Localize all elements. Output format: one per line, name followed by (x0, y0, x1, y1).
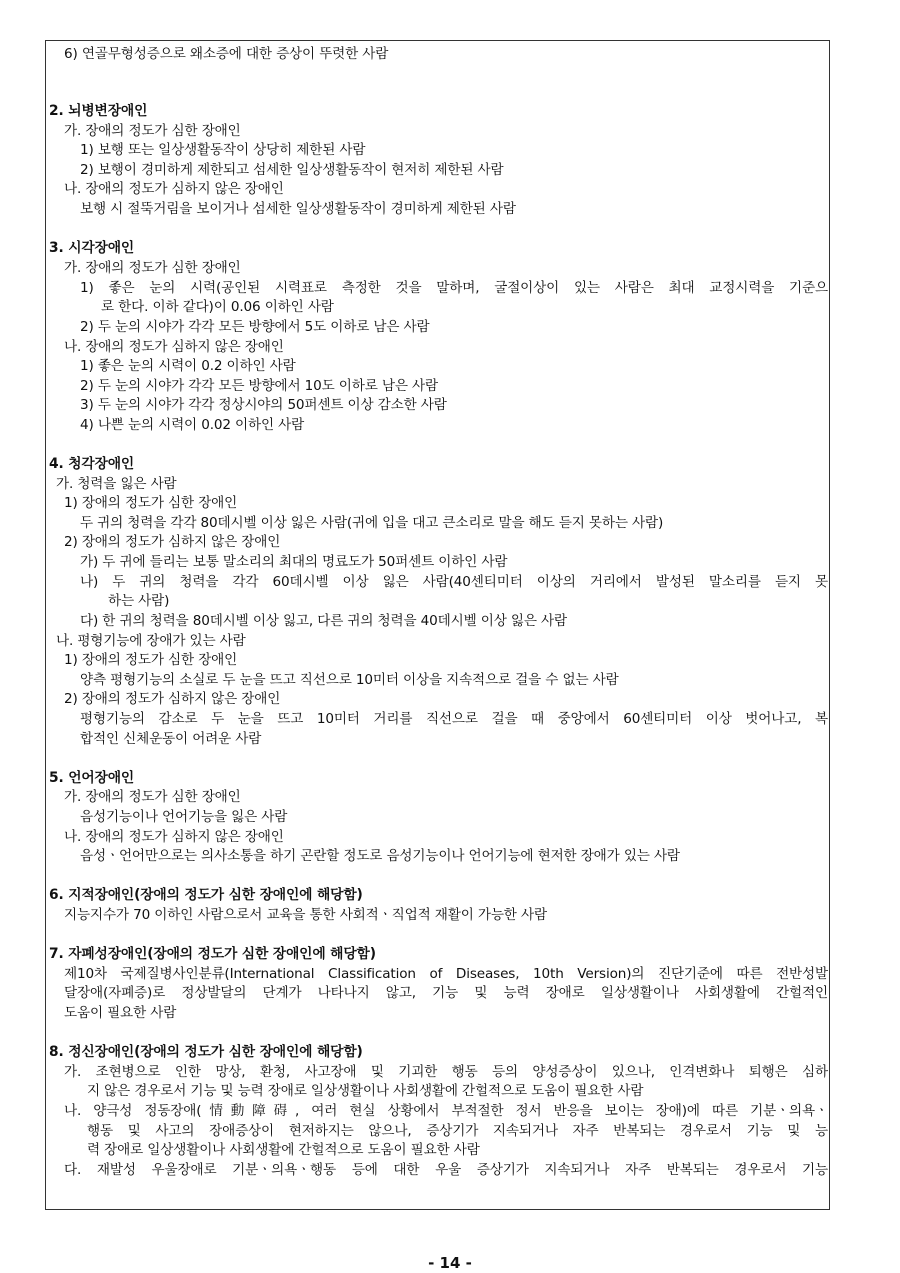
text-line: 2) 두 눈의 시야가 각각 모든 방향에서 5도 이하로 남은 사람 (80, 319, 430, 335)
text-line: 가. 장애의 정도가 심한 장애인 (64, 789, 241, 805)
text-line: 가) 두 귀에 들리는 보통 말소리의 최대의 명료도가 50퍼센트 이하인 사람 (80, 554, 508, 570)
text-line: 두 귀의 청력을 각각 80데시벨 이상 잃은 사람(귀에 입을 대고 큰소리로 말을 해도 듣지 못하는 사람) (80, 515, 664, 531)
text-line: 2) 장애의 정도가 심하지 않은 장애인 (64, 691, 281, 707)
text-line: 나. 평형기능에 장애가 있는 사람 (56, 633, 246, 649)
document-frame (45, 40, 830, 1210)
text-line: 달장애(자폐증)로 정상발달의 단계가 나타나지 않고, 기능 및 능력 장애로 일상생활이나 사회생활에 간헐적인 (64, 985, 828, 1001)
text-line: 가. 청력을 잃은 사람 (56, 476, 177, 492)
section-heading: 4. 청각장애인 (49, 456, 135, 472)
text-line: 지 않은 경우로서 기능 및 능력 장애로 일상생활이나 사회생활에 간헐적으로 도움이 필요한 사람 (87, 1083, 644, 1099)
text-line: 합적인 신체운동이 어려운 사람 (80, 731, 262, 747)
section-heading: 5. 언어장애인 (49, 770, 135, 786)
text-line: 음성기능이나 언어기능을 잃은 사람 (80, 809, 288, 825)
text-line: 평형기능의 감소로 두 눈을 뜨고 10미터 거리를 직선으로 걸을 때 중앙에서 60센티미터 이상 벗어나고, 복 (80, 711, 828, 727)
text-line: 2) 보행이 경미하게 제한되고 섬세한 일상생활동작이 현저히 제한된 사람 (80, 162, 504, 178)
text-line: 가. 조현병으로 인한 망상, 환청, 사고장애 및 기괴한 행동 등의 양성증상이 있으나, 인격변화나 퇴행은 심하 (64, 1064, 828, 1080)
text-line: 나. 양극성 정동장애(情動障碍, 여러 현실 상황에서 부적절한 정서 반응을 보이는 장애)에 따른 기분ㆍ의욕ㆍ (64, 1103, 828, 1119)
text-line: 나. 장애의 정도가 심하지 않은 장애인 (64, 339, 284, 355)
section-heading: 2. 뇌병변장애인 (49, 103, 148, 119)
text-line: 보행 시 절뚝거림을 보이거나 섬세한 일상생활동작이 경미하게 제한된 사람 (80, 201, 516, 217)
text-line: 다) 한 귀의 청력을 80데시벨 이상 잃고, 다른 귀의 청력을 40데시벨 이상 잃은 사람 (80, 613, 567, 629)
text-line: 제10차 국제질병사인분류(International Classification of Diseases, 10th Version)의 진단기준에 따른 전반성발 (64, 966, 828, 982)
text-line: 6) 연골무형성증으로 왜소증에 대한 증상이 뚜렷한 사람 (64, 46, 389, 62)
text-line: 4) 나쁜 눈의 시력이 0.02 이하인 사람 (80, 417, 305, 433)
text-line: 가. 장애의 정도가 심한 장애인 (64, 260, 241, 276)
text-line: 1) 보행 또는 일상생활동작이 상당히 제한된 사람 (80, 142, 366, 158)
text-line: 지능지수가 70 이하인 사람으로서 교육을 통한 사회적ㆍ직업적 재활이 가능한 사람 (64, 907, 547, 923)
page-number: - 14 - (428, 1254, 472, 1272)
text-line: 다. 재발성 우울장애로 기분ㆍ의욕ㆍ행동 등에 대한 우울 증상기가 지속되거나 자주 반복되는 경우로서 기능 (64, 1162, 828, 1178)
text-line: 나. 장애의 정도가 심하지 않은 장애인 (64, 181, 284, 197)
text-line: 1) 좋은 눈의 시력이 0.2 이하인 사람 (80, 358, 296, 374)
text-line: 2) 장애의 정도가 심하지 않은 장애인 (64, 534, 281, 550)
text-line: 도움이 필요한 사람 (64, 1005, 177, 1021)
text-line: 나) 두 귀의 청력을 각각 60데시벨 이상 잃은 사람(40센티미터 이상의 거리에서 발성된 말소리를 듣지 못 (80, 574, 828, 590)
text-line: 1) 장애의 정도가 심한 장애인 (64, 652, 238, 668)
section-heading: 7. 자폐성장애인(장애의 정도가 심한 장애인에 해당함) (49, 946, 376, 962)
section-heading: 8. 정신장애인(장애의 정도가 심한 장애인에 해당함) (49, 1044, 363, 1060)
text-line: 로 한다. 이하 같다)이 0.06 이하인 사람 (101, 299, 334, 315)
text-line: 2) 두 눈의 시야가 각각 모든 방향에서 10도 이하로 남은 사람 (80, 378, 438, 394)
text-line: 양측 평형기능의 소실로 두 눈을 뜨고 직선으로 10미터 이상을 지속적으로 걸을 수 없는 사람 (80, 672, 619, 688)
text-line: 1) 장애의 정도가 심한 장애인 (64, 495, 238, 511)
text-line: 가. 장애의 정도가 심한 장애인 (64, 123, 241, 139)
text-line: 3) 두 눈의 시야가 각각 정상시야의 50퍼센트 이상 감소한 사람 (80, 397, 447, 413)
section-heading: 3. 시각장애인 (49, 240, 135, 256)
text-line: 음성ㆍ언어만으로는 의사소통을 하기 곤란할 정도로 음성기능이나 언어기능에 현저한 장애가 있는 사람 (80, 848, 680, 864)
text-line: 행동 및 사고의 장애증상이 현저하지는 않으나, 증상기가 지속되거나 자주 반복되는 경우로서 기능 및 능 (87, 1123, 828, 1139)
text-line: 하는 사람) (108, 593, 170, 609)
text-line: 력 장애로 일상생활이나 사회생활에 간헐적으로 도움이 필요한 사람 (87, 1142, 480, 1158)
text-line: 나. 장애의 정도가 심하지 않은 장애인 (64, 829, 284, 845)
section-heading: 6. 지적장애인(장애의 정도가 심한 장애인에 해당함) (49, 887, 363, 903)
text-line: 1) 좋은 눈의 시력(공인된 시력표로 측정한 것을 말하며, 굴절이상이 있는 사람은 최대 교정시력을 기준으 (80, 280, 828, 296)
